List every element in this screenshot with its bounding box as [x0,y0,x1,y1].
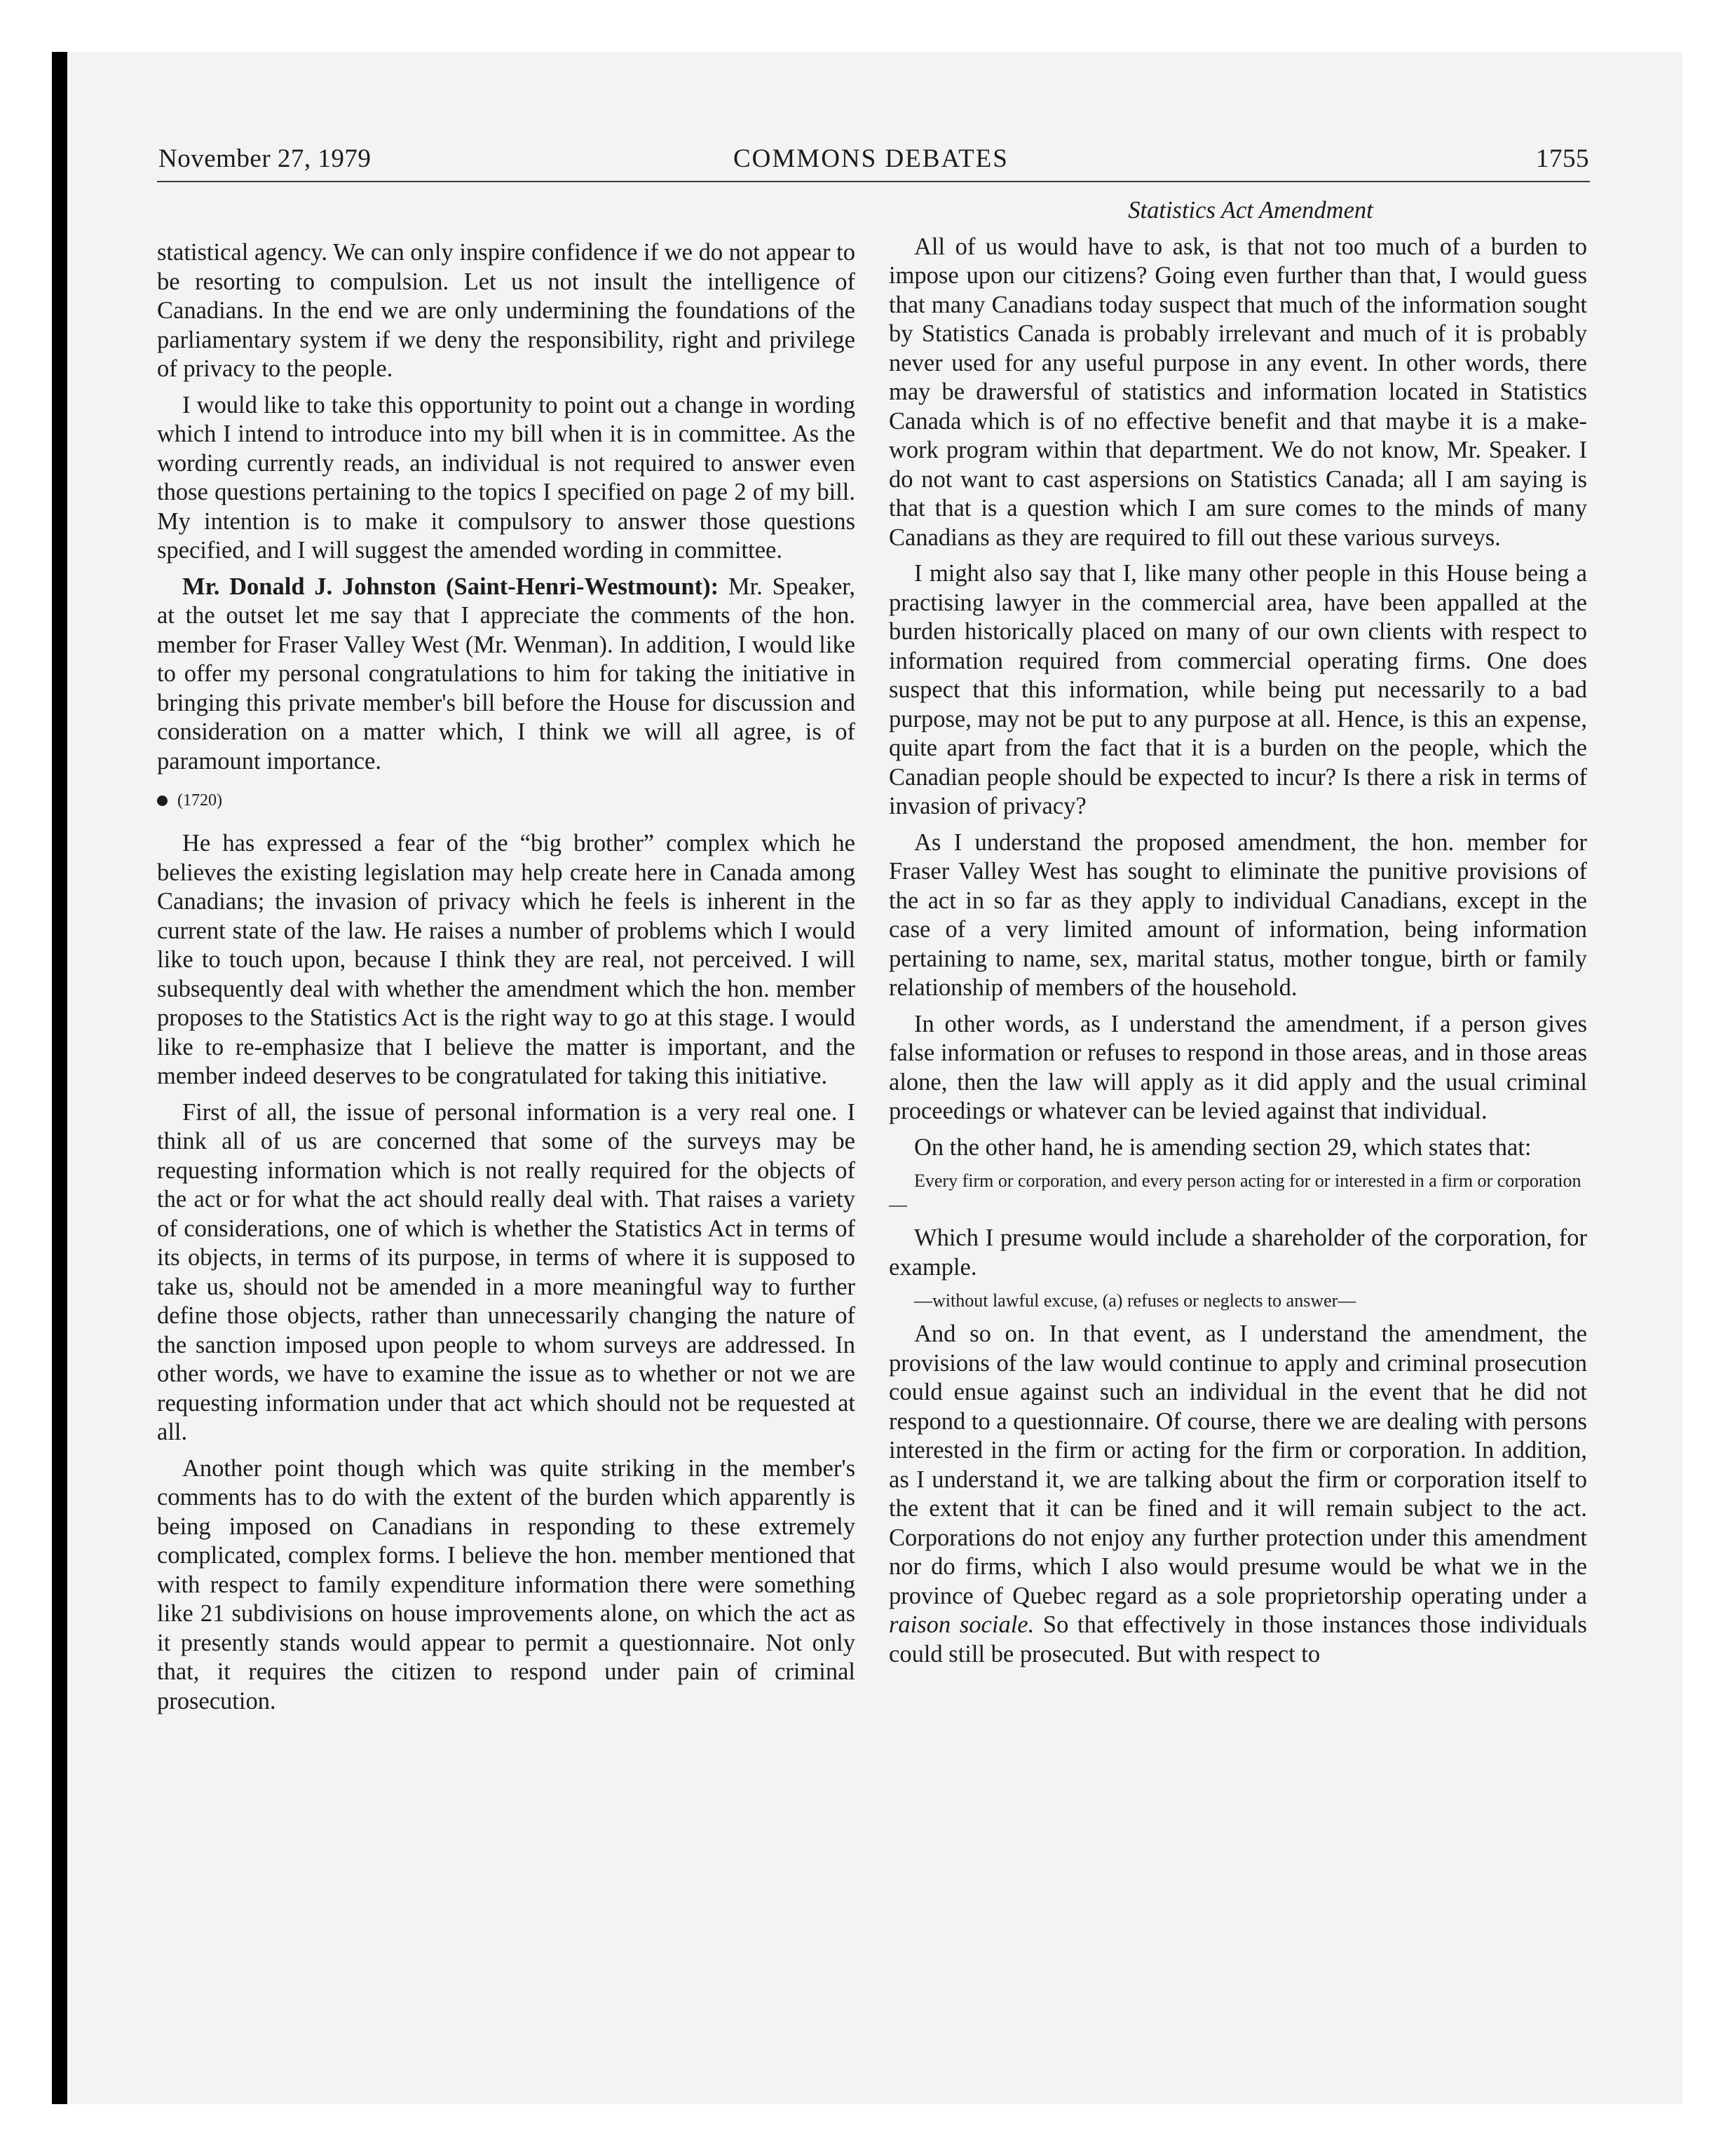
right-column [889,196,1587,1676]
paragraph: Another point though which was quite striking in the member's comments has to do with the extent of the burden which apparently is being imposed on Canadians in responding to these extremely complicated, complex forms. I believe the hon. member mentioned that with respect to family expenditure information there were something like 21 subdivisions on house improvements alone, on which the act as it presently stands would appear to permit a questionnaire. Not only that, it requires the citizen to respond under pain of criminal prosecution. [157,1454,855,1714]
speaker-name: Mr. Donald J. Johnston (Saint-Henri-Westmount): [182,573,719,600]
paragraph: First of all, the issue of personal information is a very real one. I think all of us are concerned that some of the surveys may be requesting information which is not really required for the objects of the act or for what the act should really deal with. That raises a variety of considerations, one of which is whether the Statistics Act in terms of its objects, in terms of its purpose, in terms of where it is supposed to take us, should not be amended in a more meaningful way to further define those objects, rather than unnecessarily changing the nature of the sanction imposed upon people to whom surveys are addressed. In other words, we have to examine the issue as to whether or not we are requesting information under that act which should not be requested at all. [157,1098,855,1445]
time-mark [157,790,855,811]
bullet-icon [157,796,168,806]
header-date: November 27, 1979 [158,144,372,173]
scan-edge-bar [52,52,67,2104]
left-column [157,238,855,1723]
running-head: Statistics Act Amendment [1128,197,1373,224]
quotation: —without lawful excuse, (a) refuses or neglects to answer— [914,1290,1356,1311]
paragraph: On the other hand, he is amending section 29, which states that: [914,1133,1532,1161]
paragraph: I would like to take this opportunity to point out a change in wording which I intend to introduce into my bill when it is in committee. As the wording currently reads, an individual is not required to answer even those questions pertaining to the topics I specified on page 2 of my bill. My intention is to make it compulsory to answer those questions specified, and I will suggest the amended wording in committee. [157,391,855,564]
page-number: 1755 [1536,144,1589,173]
header-rule [157,181,1590,182]
paragraph-text: So that effectively in those instances those individuals could still be prosecuted. But with respect to [889,1611,1587,1667]
paragraph: He has expressed a fear of the “big brother” complex which he believes the existing legislation may help create here in Canada among Canadians; the invasion of privacy which he feels is inherent in the current state of the law. He raises a number of problems which I would like to touch upon, because I think they are real, not perceived. I will subsequently deal with whether the amendment which the hon. member proposes to the Statistics Act is the right way to go at this stage. I would like to re-emphasize that I believe the matter is important, and the member indeed deserves to be congratulated for taking this initiative. [157,830,855,1089]
paragraph: In other words, as I understand the amendment, if a person gives false information or refuses to respond in those areas, and in those areas alone, then the law will apply as it did apply and the usual criminal proceedings or whatever can be levied against that individual. [889,1010,1587,1124]
paragraph-text: And so on. In that event, as I understand the amendment, the provisions of the law would continue to apply and criminal prosecution could ensue against such an individual in the event that he did not respond to a questionnaire. Of course, there we are dealing with persons interested in the firm or acting for the firm or corporation. In addition, as I understand it, we are talking about the firm or corporation itself to the extent that it can be fined and it will remain subject to the act. Corporations do not enjoy any further protection under this amendment nor do firms, which I also would presume would be what we in the province of Quebec regard as a sole proprietorship operating under a [889,1321,1587,1609]
speaker-paragraph [157,573,855,777]
paragraph: statistical agency. We can only inspire confidence if we do not appear to be resorting to compulsion. Let us not insult the intelligence of Canadians. In the end we are only undermining the foundations of the parliamentary system if we deny the responsibility, right and privilege of privacy to the people. [157,239,855,382]
header-title: COMMONS DEBATES [733,144,1009,173]
speech-text: Mr. Speaker, at the outset let me say that I appreciate the comments of the hon. member for Fraser Valley West (Mr. Wenman). In addition, I would like to offer my personal congratulations to him for taking the initiative in bringing this private member's bill before the House for discussion and consideration on a matter which, I think we will all agree, is of paramount importance. [157,573,855,775]
paragraph: All of us would have to ask, is that not too much of a burden to impose upon our citizens? Going even further than that, I would guess that many Canadians today suspect that much of the information sought by Statistics Canada is probably irrelevant and much of it is probably never used for any useful purpose in any event. In other words, there may be drawersful of statistics and information located in Statistics Canada which is of no effective benefit and that maybe it is a make-work program within that department. We do not know, Mr. Speaker. I do not want to cast aspersions on Statistics Canada; all I am saying is that that is a question which I am sure comes to the minds of many Canadians as they are required to fill out these various surveys. [889,233,1587,551]
paragraph: As I understand the proposed amendment, the hon. member for Fraser Valley West has sought to eliminate the punitive provisions of the act in so far as they apply to individual Canadians, except in the case of a very limited amount of information, being information pertaining to name, sex, marital status, mother tongue, birth or family relationship of members of the household. [889,828,1587,1001]
italic-term: raison sociale. [889,1611,1035,1638]
paragraph [889,1320,1587,1669]
time-mark-label: (1720) [177,791,222,810]
paragraph: Which I presume would include a shareholder of the corporation, for example. [889,1224,1587,1281]
quotation: Every firm or corporation, and every person acting for or interested in a firm or corporation— [889,1171,1581,1215]
paragraph: I might also say that I, like many other people in this House being a practising lawyer in the commercial area, have been appalled at the burden historically placed on many of our own clients with respect to information required from commercial operating firms. One does suspect that this information, while being put necessarily to a bad purpose, may not be put to any purpose at all. Hence, is this an expense, quite apart from the fact that it is a burden on the people, which the Canadian people should be expected to incur? Is there a risk in terms of invasion of privacy? [889,560,1587,819]
